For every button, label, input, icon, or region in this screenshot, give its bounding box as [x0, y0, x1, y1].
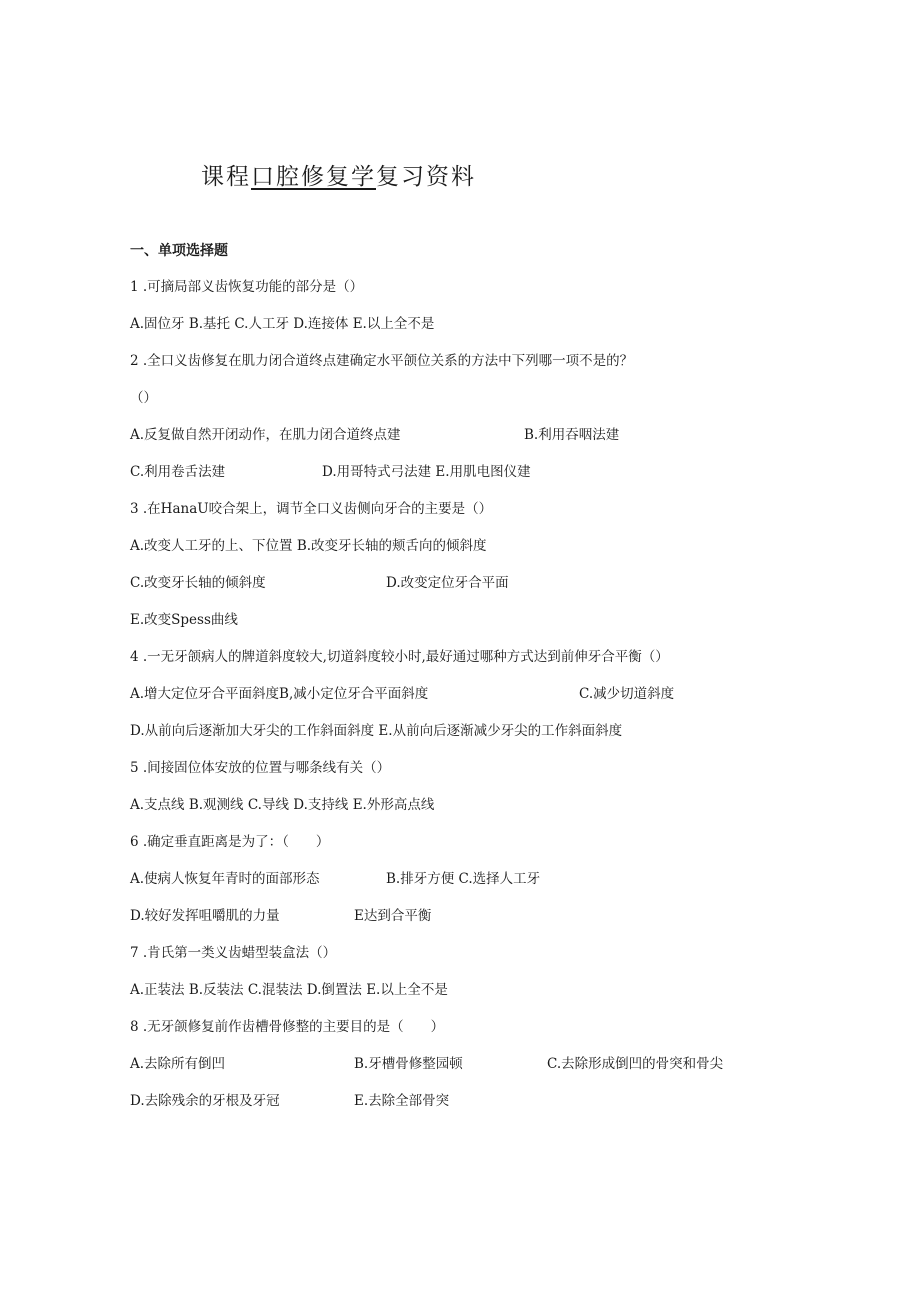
- option-b: B.利用吞咽法建: [524, 427, 620, 443]
- question-8: 8 .无牙颌修复前作齿槽骨修整的主要目的是（ ）: [130, 1019, 445, 1035]
- document-title: [201, 160, 476, 194]
- section-heading: 一、单项选择题: [130, 243, 228, 259]
- option-d: D.较好发挥咀嚼肌的力量: [130, 908, 280, 924]
- option-d-e: D.用哥特式弓法建 E.用肌电图仪建: [322, 464, 531, 480]
- option-e: E.去除全部骨突: [354, 1093, 450, 1109]
- option-a: A.去除所有倒凹: [130, 1056, 226, 1072]
- question-6: 6 .确定垂直距离是为了：（ ）: [130, 834, 330, 850]
- question-1-options: A.固位牙 B.基托 C.人工牙 D.连接体 E.以上全不是: [130, 316, 435, 332]
- option-d: D.改变定位牙合平面: [386, 575, 509, 591]
- option-c: C.去除形成倒凹的骨突和骨尖: [547, 1056, 724, 1072]
- question-2: 2 .全口义齿修复在肌力闭合道终点建确定水平颌位关系的方法中下列哪一项不是的？: [130, 353, 634, 369]
- question-4-options-row-2: D.从前向后逐渐加大牙尖的工作斜面斜度 E.从前向后逐渐减少牙尖的工作斜面斜度: [130, 723, 623, 739]
- question-7: 7 .肯氏第一类义齿蜡型装盒法（）: [130, 945, 337, 961]
- option-b-c: B.排牙方便 C.选择人工牙: [386, 871, 541, 887]
- question-7-options: A.正装法 B.反装法 C.混装法 D.倒置法 E.以上全不是: [130, 982, 448, 998]
- option-e: E达到合平衡: [354, 908, 432, 924]
- option-b: B.牙槽骨修整园顿: [354, 1056, 463, 1072]
- question-4: 4 .一无牙颌病人的牌道斜度较大,切道斜度较小时,最好通过哪种方式达到前伸牙合平衡（）: [130, 649, 669, 665]
- question-1: 1 .可摘局部义齿恢复功能的部分是（）: [130, 279, 364, 295]
- title-prefix: 课程: [201, 164, 251, 190]
- option-c: C.减少切道斜度: [579, 686, 675, 702]
- question-5: 5 .间接固位体安放的位置与哪条线有关（）: [130, 760, 391, 776]
- title-suffix: 复习资料: [376, 164, 476, 190]
- question-3: 3 .在HanaU咬合架上，调节全口义齿侧向牙合的主要是（）: [130, 501, 493, 517]
- question-3-options-row-1: A.改变人工牙的上、下位置 B.改变牙长轴的颊舌向的倾斜度: [130, 538, 487, 554]
- option-a: A.使病人恢复年青时的面部形态: [130, 871, 320, 887]
- question-2-blank: （）: [130, 390, 157, 406]
- option-c: C.改变牙长轴的倾斜度: [130, 575, 266, 591]
- option-a: A.反复做自然开闭动作，在肌力闭合道终点建: [130, 427, 401, 443]
- option-d: D.去除残余的牙根及牙冠: [130, 1093, 280, 1109]
- option-c: C.利用卷舌法建: [130, 464, 226, 480]
- course-name: 口腔修复学: [251, 164, 376, 190]
- question-3-options-row-3: E.改变Spess曲线: [130, 612, 238, 628]
- question-5-options: A.支点线 B.观测线 C.导线 D.支持线 E.外形高点线: [130, 797, 435, 813]
- option-a-b: A.增大定位牙合平面斜度B,减小定位牙合平面斜度: [130, 686, 429, 702]
